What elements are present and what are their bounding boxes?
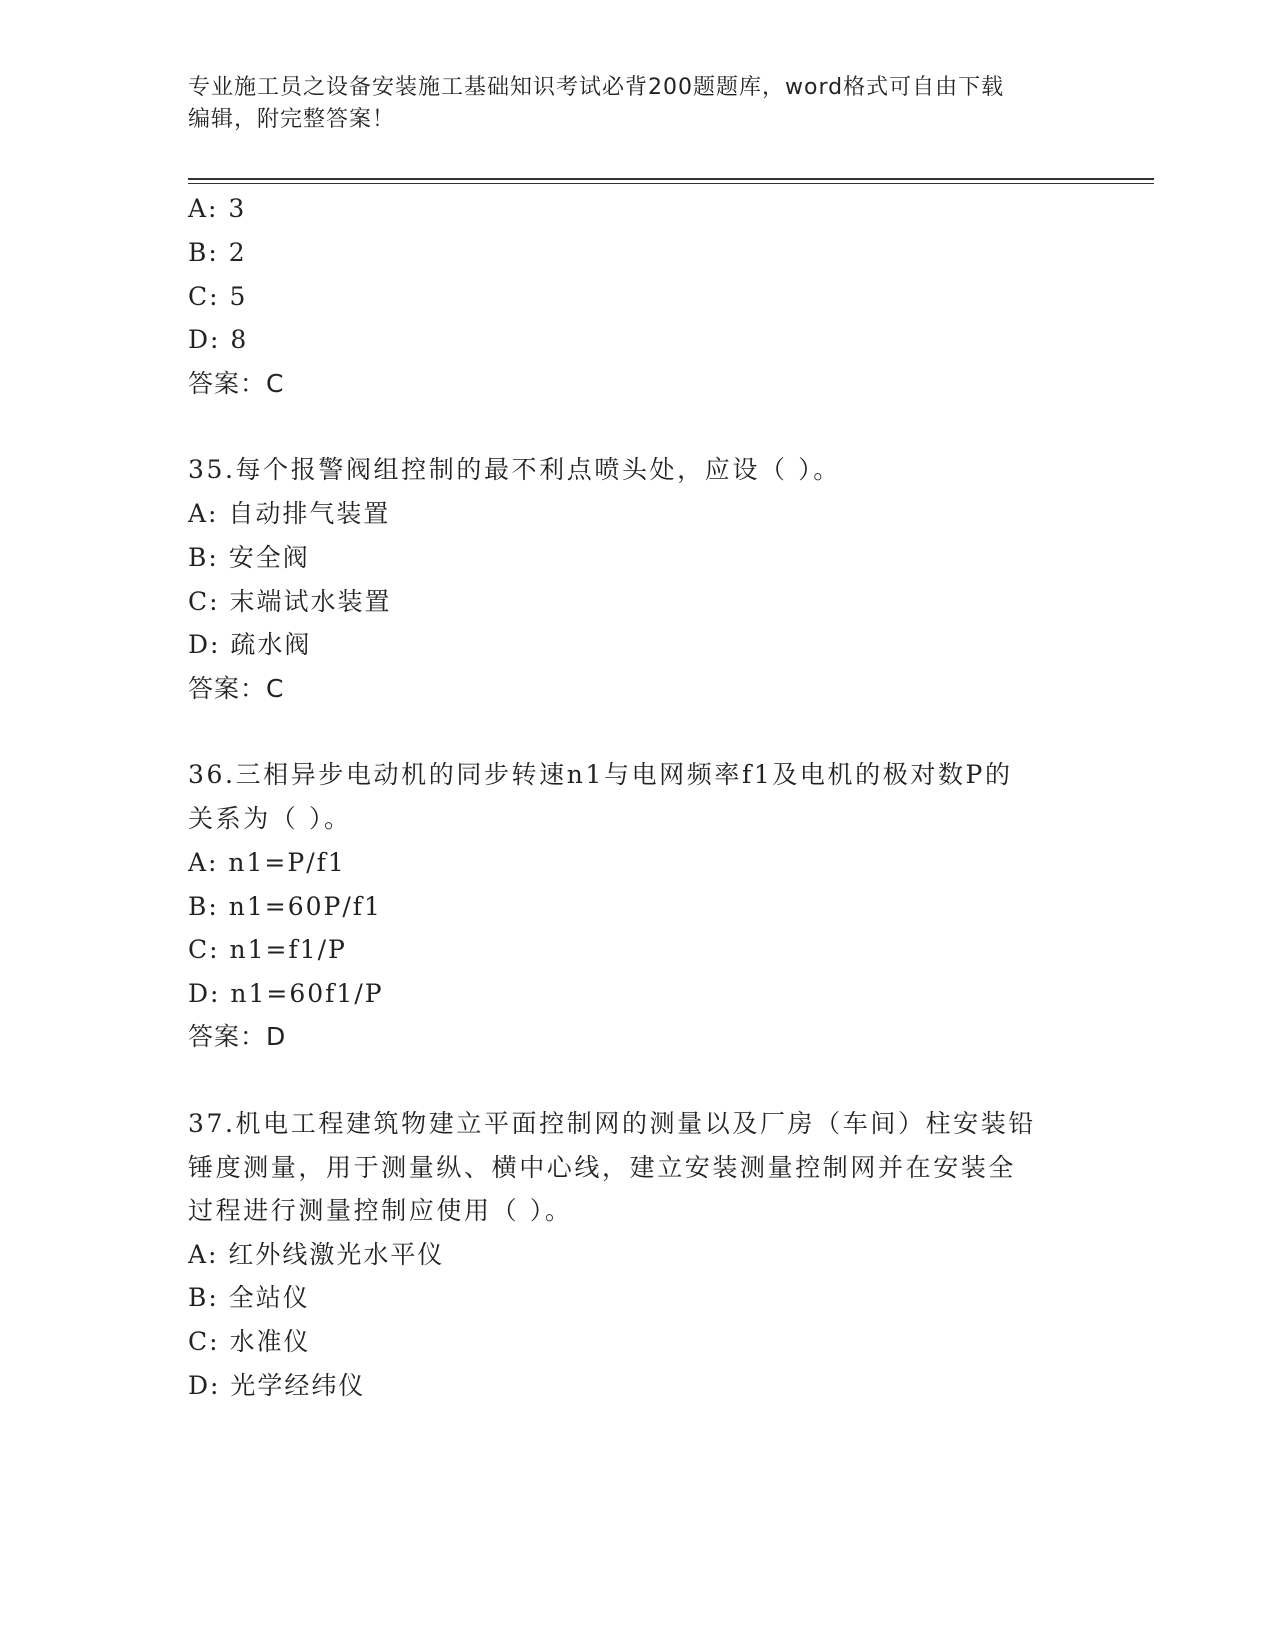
q37-option-c: C: 水准仪 (188, 1327, 311, 1356)
q35-option-a: A: 自动排气装置 (188, 499, 391, 528)
header-rule-thin (188, 183, 1154, 184)
header-rule-thick (188, 178, 1154, 180)
q35-answer: 答案：C (188, 674, 285, 703)
header-line-1: 专业施工员之设备安装施工基础知识考试必背200题题库，word格式可自由下载 (188, 75, 1005, 100)
q36-answer: 答案：D (188, 1022, 287, 1051)
q34-option-b: B: 2 (188, 238, 247, 267)
q36-question-line-1: 36.三相异步电动机的同步转速n1与电网频率f1及电机的极对数P的 (188, 760, 1013, 789)
q37-question-line-3: 过程进行测量控制应使用（ ）。 (188, 1196, 573, 1225)
q35-option-b: B: 安全阀 (188, 543, 310, 572)
q37-question-line-1: 37.机电工程建筑物建立平面控制网的测量以及厂房（车间）柱安装铅 (188, 1109, 1036, 1138)
q37-option-d: D: 光学经纬仪 (188, 1371, 366, 1400)
q34-answer: 答案：C (188, 369, 285, 398)
q36-option-a: A: n1=P/f1 (188, 848, 346, 877)
q37-option-a: A: 红外线激光水平仪 (188, 1240, 445, 1269)
q34-option-c: C: 5 (188, 282, 248, 311)
q35-option-c: C: 末端试水装置 (188, 587, 392, 616)
q34-option-a: A: 3 (188, 194, 247, 223)
q36-option-c: C: n1=f1/P (188, 935, 347, 964)
q36-option-b: B: n1=60P/f1 (188, 892, 382, 921)
q34-option-d: D: 8 (188, 325, 249, 354)
q37-question-line-2: 锤度测量，用于测量纵、横中心线，建立安装测量控制网并在安装全 (188, 1153, 1017, 1182)
q37-option-b: B: 全站仪 (188, 1283, 310, 1312)
document-header (188, 72, 1068, 136)
q36-question-line-2: 关系为（ ）。 (188, 804, 352, 833)
q35-option-d: D: 疏水阀 (188, 630, 312, 659)
q36-option-d: D: n1=60f1/P (188, 979, 384, 1008)
q35-question-line-1: 35.每个报警阀组控制的最不利点喷头处，应设（ ）。 (188, 455, 841, 484)
header-line-2: 编辑，附完整答案！ (188, 107, 396, 132)
